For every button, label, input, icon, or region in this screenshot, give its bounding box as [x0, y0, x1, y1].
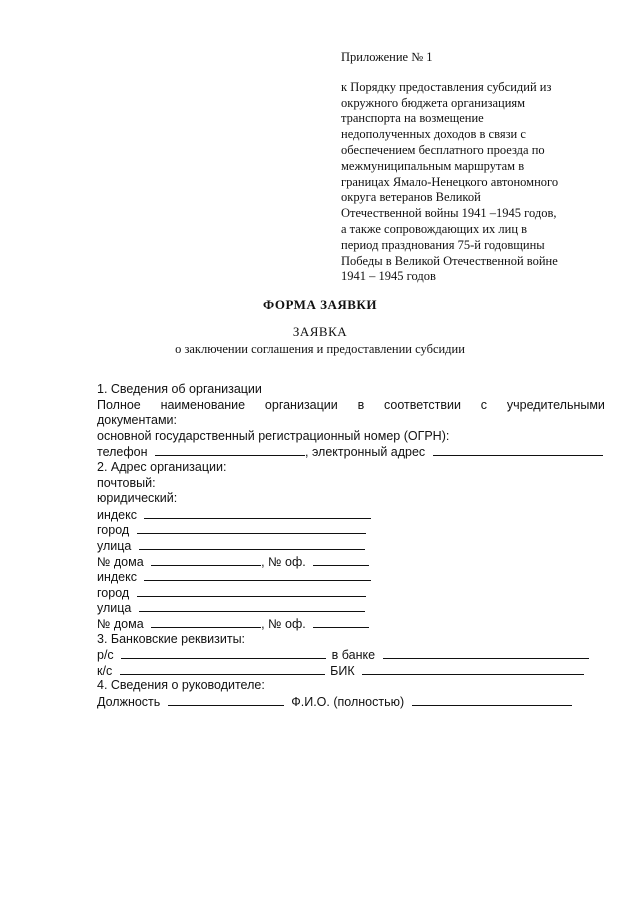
index-row — [97, 507, 605, 523]
phone-row — [97, 444, 605, 460]
city-row — [97, 585, 605, 601]
full-name-label-cont: документами: — [97, 413, 177, 428]
appendix-line: транспорта на возмещение — [341, 111, 484, 126]
ks-label: к/с — [97, 663, 113, 678]
application-subtitle: о заключении соглашения и предоставлении субсидии — [175, 342, 465, 356]
street-label: улица — [97, 601, 132, 616]
office-field[interactable] — [313, 616, 369, 628]
street-row — [97, 538, 605, 554]
index-label: индекс — [97, 507, 137, 522]
street-field[interactable] — [139, 600, 365, 612]
rs-field[interactable] — [121, 647, 326, 659]
ks-row — [97, 663, 605, 679]
email-field[interactable] — [433, 444, 603, 456]
rs-row — [97, 647, 605, 663]
appendix-line: Отечественной войны 1941 –1945 годов, — [341, 206, 557, 221]
city-label: город — [97, 585, 130, 600]
office-label: , № оф. — [261, 616, 306, 631]
office-field[interactable] — [313, 554, 369, 566]
street-label: улица — [97, 538, 132, 553]
section3-heading: 3. Банковские реквизиты: — [97, 631, 246, 646]
appendix-line: Победы в Великой Отечественной войне — [341, 253, 558, 268]
index-row — [97, 569, 605, 585]
appendix-line: период празднования 75-й годовщины — [341, 237, 545, 252]
section4-heading: 4. Сведения о руководителе: — [97, 678, 265, 693]
appendix-line: межмуниципальным маршрутам в — [341, 158, 525, 173]
postal-address-label: почтовый: — [97, 475, 156, 490]
appendix-line: округа ветеранов Великой — [341, 190, 481, 205]
director-row — [97, 694, 605, 710]
bik-field[interactable] — [362, 663, 584, 675]
appendix-block — [341, 50, 611, 285]
street-row — [97, 600, 605, 616]
house-row — [97, 554, 605, 570]
email-label: , электронный адрес — [305, 445, 426, 460]
index-field[interactable] — [144, 507, 371, 519]
street-field[interactable] — [139, 538, 365, 550]
appendix-line: а также сопровождающих их лиц в — [341, 221, 528, 236]
appendix-line: окружного бюджета организациям — [341, 95, 526, 110]
phone-field[interactable] — [155, 444, 305, 456]
section2-heading: 2. Адрес организации: — [97, 459, 227, 474]
form-title: ФОРМА ЗАЯВКИ — [263, 297, 377, 312]
house-label: № дома — [97, 616, 144, 631]
appendix-line: 1941 – 1945 годов — [341, 269, 436, 284]
index-label: индекс — [97, 570, 137, 585]
bank-label: в банке — [331, 648, 376, 663]
rs-label: р/с — [97, 648, 114, 663]
application-form — [97, 382, 605, 709]
position-label: Должность — [97, 694, 161, 709]
ks-field[interactable] — [120, 663, 325, 675]
ogrn-label: основной государственный регистрационный номер (ОГРН): — [97, 428, 450, 443]
house-field[interactable] — [151, 554, 261, 566]
fio-label: Ф.И.О. (полностью) — [291, 694, 405, 709]
legal-address-label: юридический: — [97, 491, 178, 506]
bank-field[interactable] — [383, 647, 589, 659]
phone-label: телефон — [97, 445, 148, 460]
fio-field[interactable] — [412, 694, 572, 706]
appendix-line: обеспечением бесплатного проезда по — [341, 142, 545, 157]
appendix-line: границах Ямало-Ненецкого автономного — [341, 174, 559, 189]
index-field[interactable] — [144, 569, 371, 581]
appendix-line: недополученных доходов в связи с — [341, 127, 526, 142]
city-row — [97, 522, 605, 538]
city-field[interactable] — [137, 522, 366, 534]
position-field[interactable] — [168, 694, 284, 706]
application-title: ЗАЯВКА — [292, 324, 348, 339]
appendix-line: к Порядку предоставления субсидий из — [341, 79, 552, 94]
full-name-label: Полное наименование организации в соответствии с учредительными — [97, 397, 605, 412]
city-label: город — [97, 523, 130, 538]
house-label: № дома — [97, 554, 144, 569]
city-field[interactable] — [137, 585, 366, 597]
appendix-number: Приложение № 1 — [341, 50, 433, 64]
bik-label: БИК — [330, 663, 355, 678]
section1-heading: 1. Сведения об организации — [97, 382, 262, 396]
house-field[interactable] — [151, 616, 261, 628]
office-label: , № оф. — [261, 554, 306, 569]
house-row — [97, 616, 605, 632]
